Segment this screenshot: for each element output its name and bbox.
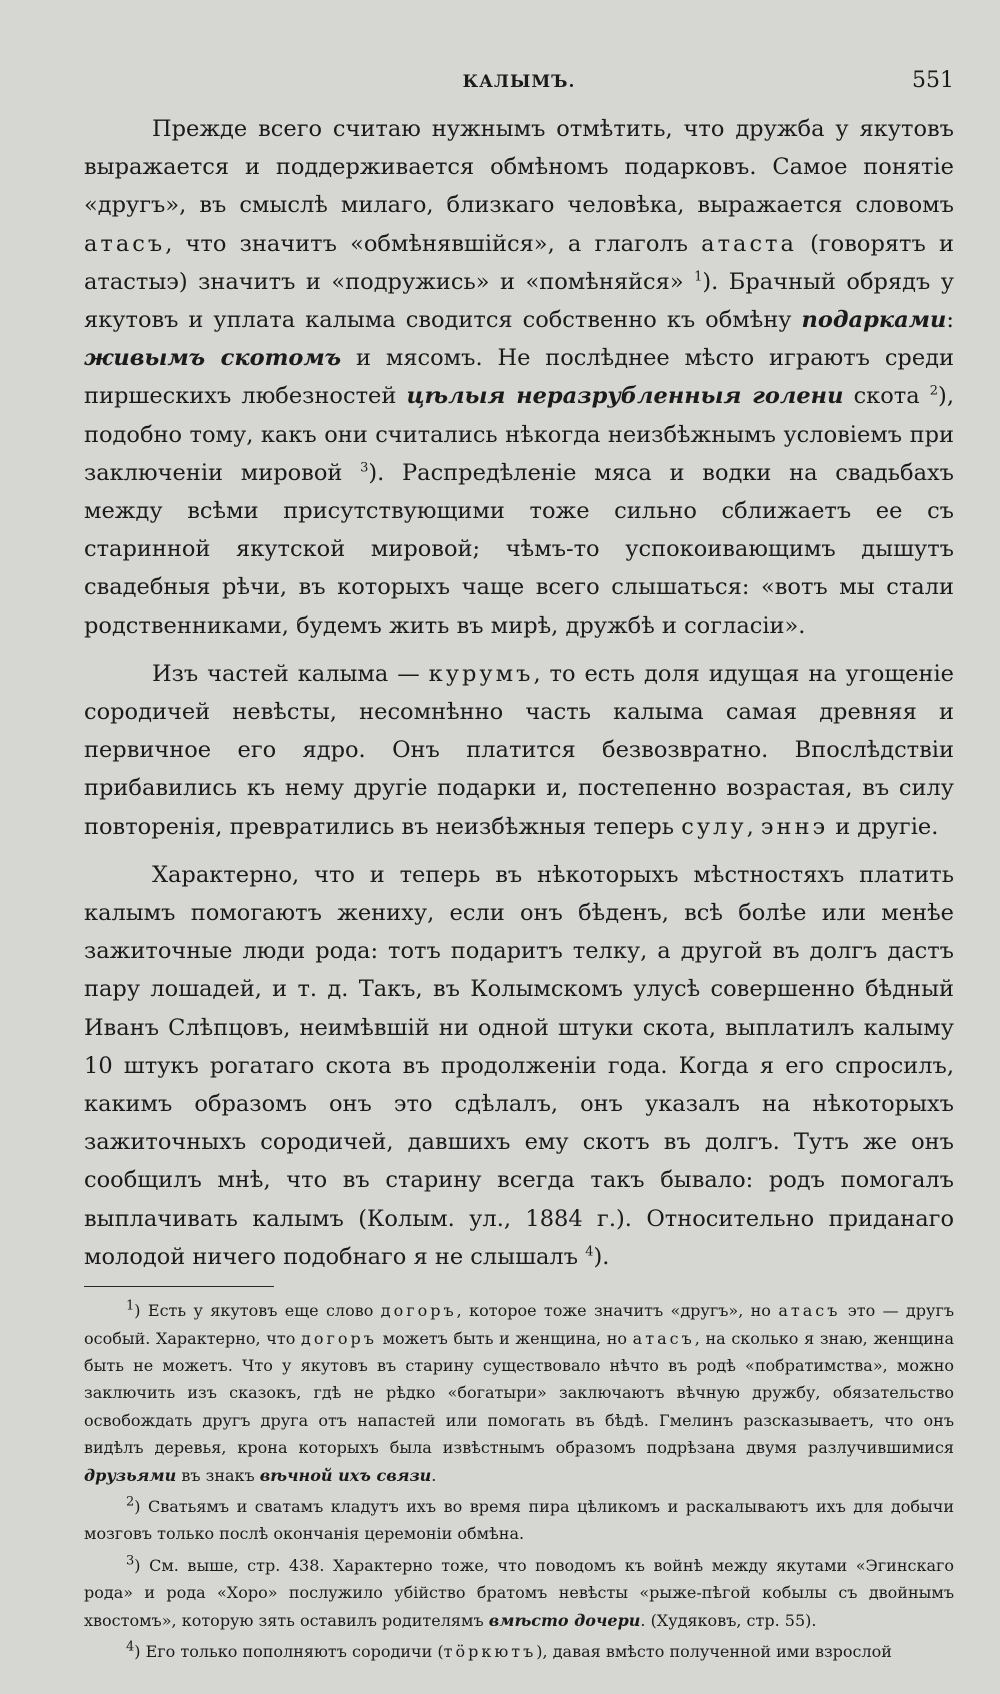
text-run: ). xyxy=(593,1243,610,1270)
footnote-mark: 1 xyxy=(126,1298,135,1314)
spaced-word: атасъ xyxy=(778,1301,841,1321)
text-run: ) Сватьямъ и сватамъ кладутъ ихъ во время пира цѣликомъ и раскалываютъ ихъ для добычи мозговъ только послѣ окончанія церемоніи обмѣна. xyxy=(84,1496,954,1544)
text-run: , xyxy=(746,813,761,840)
page-number: 551 xyxy=(912,68,954,93)
italic-phrase: друзьями xyxy=(84,1465,177,1485)
italic-phrase: вмѣсто дочери xyxy=(488,1610,641,1630)
text-run: и мясомъ. Не послѣднее мѣсто играютъ среди пиршескихъ любезностей xyxy=(84,345,954,410)
text-run: въ знакъ xyxy=(176,1465,260,1485)
spaced-word: сулу xyxy=(681,813,747,840)
spaced-word: эннэ xyxy=(760,813,829,840)
text-run: ), подобно тому, какъ они считались нѣкогда неизбѣжнымъ условіемъ при заключеніи мировой xyxy=(84,383,954,486)
paragraph xyxy=(84,110,954,645)
spaced-word: атасъ xyxy=(632,1328,695,1348)
text-run: . (Худяковъ, стр. 55). xyxy=(640,1610,817,1630)
footnote-ref[interactable]: 1 xyxy=(694,269,703,285)
paragraph xyxy=(84,856,954,1276)
text-run: можетъ быть и женщина, но xyxy=(376,1328,633,1348)
text-run: , то есть доля идущая на угощеніе сородичей невѣсты, несомнѣнно часть калыма самая древняя и первичное его ядро. Онъ платится безвозвратно. Впослѣдствіи прибавились къ нему другіе подарки и, постепенно возрастая, въ силу повторенія, превратились въ неизбѣжныя теперь xyxy=(84,660,954,840)
footnote xyxy=(84,1638,954,1665)
main-text xyxy=(84,110,954,1276)
text-run: ) Его только пополняютъ сородичи ( xyxy=(134,1641,444,1661)
spaced-word: курумъ xyxy=(428,660,534,687)
text-run: скота xyxy=(843,383,930,410)
footnote-divider xyxy=(84,1286,274,1287)
text-run: ) См. выше, стр. 438. Характерно тоже, что поводомъ къ войнѣ между якутами «Эгинскаго рода» и рода «Хоро» послужило убійство братомъ невѣсты «рыже-пѣгой кобылы съ двойнымъ хвостомъ», которую зять оставилъ родителямъ xyxy=(84,1555,954,1630)
text-run: и другіе. xyxy=(828,813,939,840)
footnote xyxy=(84,1552,954,1634)
footnote-mark: 2 xyxy=(126,1494,135,1510)
spaced-word: догоръ xyxy=(380,1301,457,1321)
footnote xyxy=(84,1493,954,1548)
text-run: Изъ частей калыма — xyxy=(152,660,429,687)
text-run: . xyxy=(431,1465,437,1485)
footnote-ref[interactable]: 2 xyxy=(929,383,939,399)
text-run: ) Есть у якутовъ еще слово xyxy=(134,1301,381,1321)
text-run: : xyxy=(946,307,954,334)
spaced-word: атаста xyxy=(701,230,797,257)
text-run: ). Распредѣленіе мяса и водки на свадьбахъ между всѣми присутствующими тоже сильно сближаетъ ее съ старинной якутской мировой; чѣмъ-то успокоивающимъ дышутъ свадебныя рѣчи, въ которыхъ чаще всего слышаться: «вотъ мы стали родственниками, будемъ жить въ мирѣ, дружбѣ и согласіи». xyxy=(84,459,954,639)
text-run: , которое тоже значитъ «другъ», но xyxy=(456,1301,779,1321)
footnote-mark: 4 xyxy=(126,1639,135,1655)
footnotes xyxy=(84,1297,954,1665)
footnote-ref[interactable]: 3 xyxy=(360,460,369,476)
text-run: Прежде всего считаю нужнымъ отмѣтить, что дружба у якутовъ выражается и поддерживается обмѣномъ подарковъ. Самое понятіе «другъ», въ смыслѣ милаго, близкаго человѣка, выражается словомъ xyxy=(84,116,954,219)
spaced-word: тöркютъ xyxy=(443,1641,537,1661)
spaced-word: атасъ xyxy=(84,230,166,257)
italic-phrase: живымъ скотомъ xyxy=(84,345,342,372)
italic-phrase: подарками xyxy=(801,307,947,334)
text-run: Характерно, что и теперь въ нѣкоторыхъ мѣстностяхъ платить калымъ помогаютъ жениху, если онъ бѣденъ, всѣ болѣе или менѣе зажиточные люди рода: тотъ подаритъ телку, а другой въ долгъ дастъ пару лошадей, и т. д. Такъ, въ Колымскомъ улусѣ совершенно бѣдный Иванъ Слѣпцовъ, неимѣвшій ни одной штуки скота, выплатилъ калыму 10 штукъ рогатаго скота въ продолженіи года. Когда я его спросилъ, какимъ образомъ онъ это сдѣлалъ, онъ указалъ на нѣкоторыхъ зажиточныхъ сородичей, давшихъ ему скотъ въ долгъ. Тутъ же онъ сообщилъ мнѣ, что въ старину всегда такъ бывало: родъ помогалъ выплачивать калымъ (Колым. ул., 1884 г.). Относительно приданаго молодой ничего подобнаго я не слышалъ xyxy=(84,861,954,1270)
footnote xyxy=(84,1297,954,1489)
paragraph xyxy=(84,655,954,846)
page-header xyxy=(84,58,954,110)
italic-phrase: цѣлыя неразрубленныя голени xyxy=(406,383,844,410)
text-run: (говорятъ и атастыэ) значитъ и «подружись» и «помѣняйся» xyxy=(84,230,954,295)
footnote-mark: 3 xyxy=(126,1553,135,1569)
text-run: , на сколько я знаю, женщина быть не можетъ. Что у якутовъ въ старину существовало нѣчто въ родѣ «побратимства», можно заключить изъ сказокъ, гдѣ не рѣдко «богатыри» заключаютъ вѣчную дружбу, обязательство освобождать другъ друга отъ напастей или помогать въ бѣдѣ. Гмелинъ разсказываетъ, что онъ видѣлъ деревья, крона которыхъ была извѣстнымъ образомъ подрѣзана двумя разлучившимися xyxy=(84,1328,954,1458)
text-run: ), давая вмѣсто полученной ими взрослой xyxy=(536,1641,892,1661)
spaced-word: догоръ xyxy=(301,1328,377,1348)
footnote-ref[interactable]: 4 xyxy=(585,1244,594,1260)
text-run: ). Брачный обрядъ у якутовъ и уплата калыма сводится собственно къ обмѣну xyxy=(84,268,954,334)
running-head: КАЛЫМЪ. xyxy=(462,72,576,92)
text-run: , что значитъ «обмѣнявшійся», а глаголъ xyxy=(165,230,702,257)
text-run: это — другъ особый. Характерно, что xyxy=(84,1301,955,1348)
italic-phrase: вѣчной ихъ связи xyxy=(259,1465,432,1485)
